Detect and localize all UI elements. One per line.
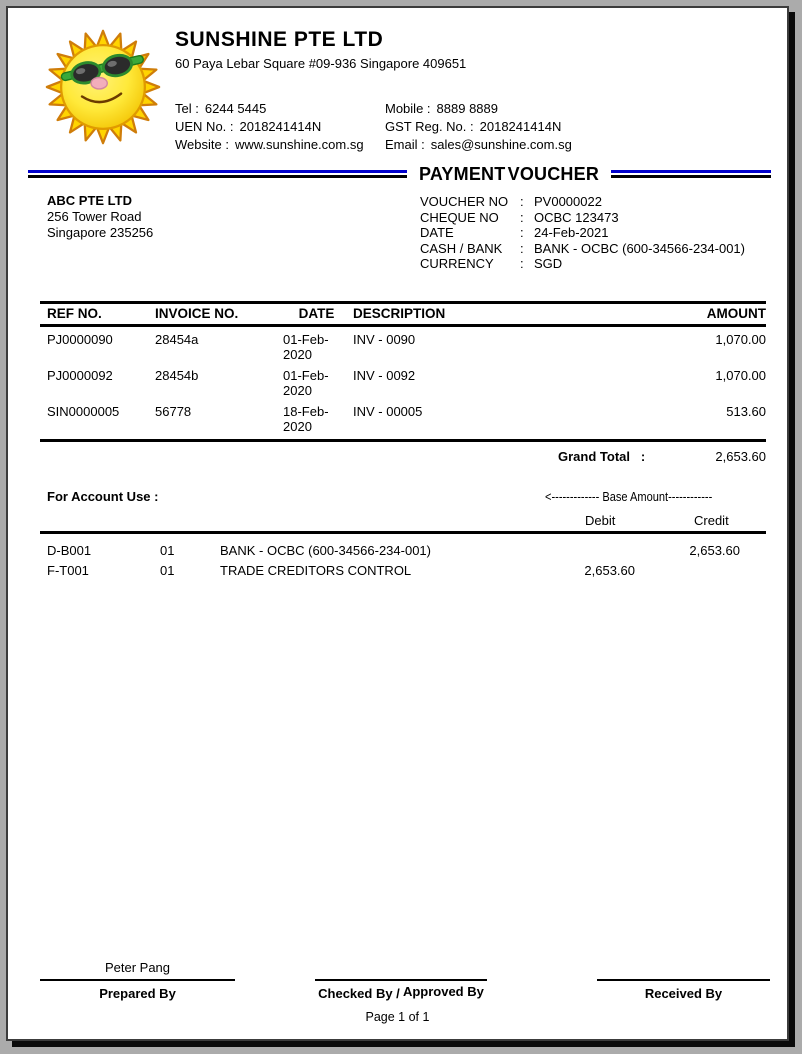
account-rule [40,531,766,534]
cash-bank-label: CASH / BANK [420,240,503,256]
table-bottom-rule [40,439,766,442]
cell-amount: 1,070.00 [715,368,766,383]
double-divider-right [611,170,771,178]
cell-invoice: 28454a [155,332,199,347]
prepared-by-block [40,958,235,1001]
account-debit: 2,653.60 [584,563,635,578]
account-name: TRADE CREDITORS CONTROL [220,563,412,578]
separator: : [520,209,524,225]
payee-address-line1: 256 Tower Road [47,209,142,224]
email-line [385,136,572,154]
email-label: Email : [385,137,425,152]
currency-label: CURRENCY [420,256,494,271]
grand-total-label: Grand Total [558,449,630,464]
cash-bank-row [420,241,745,257]
website-value: www.sunshine.com.sg [234,137,364,152]
cell-ref: PJ0000090 [47,332,113,347]
voucher-no-row [420,194,745,210]
table-row [40,399,766,435]
account-debit [475,543,635,563]
prepared-by-name: Peter Pang [104,960,171,975]
header-description: DESCRIPTION [353,306,446,321]
mobile-line [385,100,572,118]
cell-description: INV - 00005 [353,404,423,419]
gst-line [385,118,572,136]
cell-amount: 513.60 [726,404,766,419]
cell-amount: 1,070.00 [715,332,766,347]
title-row [28,162,771,186]
tel-label: Tel : [175,101,199,116]
account-code: D-B001 [47,543,92,558]
document-title: PAYMENT VOUCHER [419,163,600,184]
date-row [420,225,745,241]
header-date: DATE [298,306,335,321]
account-row [40,543,766,563]
credit-header: Credit [694,513,729,528]
header-amount: AMOUNT [706,306,766,321]
account-dept: 01 [160,563,175,578]
account-name: BANK - OCBC (600-34566-234-001) [220,543,431,558]
account-dept: 01 [160,543,175,558]
tel-line [175,100,364,118]
table-row [40,327,766,363]
uen-line [175,118,364,136]
website-line [175,136,364,154]
cell-date: 01-Feb-2020 [283,332,329,362]
cell-date: 01-Feb-2020 [283,368,329,398]
sun-with-sunglasses-icon [45,28,161,146]
checked-by-label: Checked By / [318,986,400,1001]
cell-description: INV - 0090 [353,332,416,347]
separator: : [520,194,524,209]
cell-ref: SIN0000005 [47,404,120,419]
received-by-block [597,958,770,1001]
uen-value: 2018241414N [239,119,322,134]
account-row [40,563,766,583]
account-code: F-T001 [47,563,89,578]
email-value: sales@sunshine.com.sg [430,137,572,152]
page-number: Page 1 of 1 [365,1010,430,1024]
separator: : [520,225,524,240]
cell-ref: PJ0000092 [47,368,113,383]
header-ref-no: REF NO. [47,306,102,321]
payee-name: ABC PTE LTD [47,193,132,208]
cheque-no-value: OCBC 123473 [534,209,619,225]
grand-total-value: 2,653.60 [715,449,766,464]
payee-address-line2: Singapore 235256 [47,225,154,240]
currency-value: SGD [534,256,563,271]
cell-date: 18-Feb-2020 [283,404,329,434]
contact-column-right [385,100,572,154]
company-address: 60 Paya Lebar Square #09-936 Singapore 409651 [175,56,467,71]
base-amount-header: <------------- Base Amount------------ [545,489,713,504]
date-label: DATE [420,225,454,240]
account-rows [40,543,766,583]
checked-approved-block [315,958,487,1001]
mobile-value: 8889 8889 [436,101,498,116]
double-divider-left [28,170,407,178]
cell-description: INV - 0092 [353,368,416,383]
debit-header: Debit [585,513,616,528]
cell-invoice: 28454b [155,368,199,383]
checked-by-name [315,958,487,979]
account-credit [635,563,740,583]
grand-total-separator: : [640,449,646,464]
received-by-name [597,958,770,979]
gst-label: GST Reg. No. : [385,119,474,134]
table-row [40,363,766,399]
prepared-by-label: Prepared By [99,986,176,1001]
contact-column-left [175,100,364,154]
voucher-no-label: VOUCHER NO [420,194,509,209]
invoice-table-header [40,304,766,324]
mobile-label: Mobile : [385,101,431,116]
invoice-table [40,301,766,464]
account-use-title: For Account Use : [47,489,159,504]
cash-bank-value: BANK - OCBC (600-34566-234-001) [534,240,745,256]
header-invoice-no: INVOICE NO. [155,306,239,321]
cheque-no-row [420,210,745,226]
payee-block [47,193,153,241]
currency-row [420,256,745,272]
voucher-page [6,6,789,1041]
cheque-no-label: CHEQUE NO [420,209,499,225]
tel-value: 6244 5445 [204,101,267,116]
separator: : [520,240,524,256]
uen-label: UEN No. : [175,119,234,134]
voucher-info [420,194,745,272]
account-credit: 2,653.60 [689,543,740,558]
company-name: SUNSHINE PTE LTD [175,28,384,51]
checked-approved-label [315,981,487,1001]
cell-invoice: 56778 [155,404,192,419]
date-value: 24-Feb-2021 [534,225,609,240]
grand-total-row [40,449,766,464]
received-by-label: Received By [644,986,723,1001]
approved-by-label: Approved By [402,984,484,999]
separator: : [520,256,524,271]
gst-value: 2018241414N [479,119,562,134]
website-label: Website : [175,137,229,152]
voucher-no-value: PV0000022 [534,194,602,209]
